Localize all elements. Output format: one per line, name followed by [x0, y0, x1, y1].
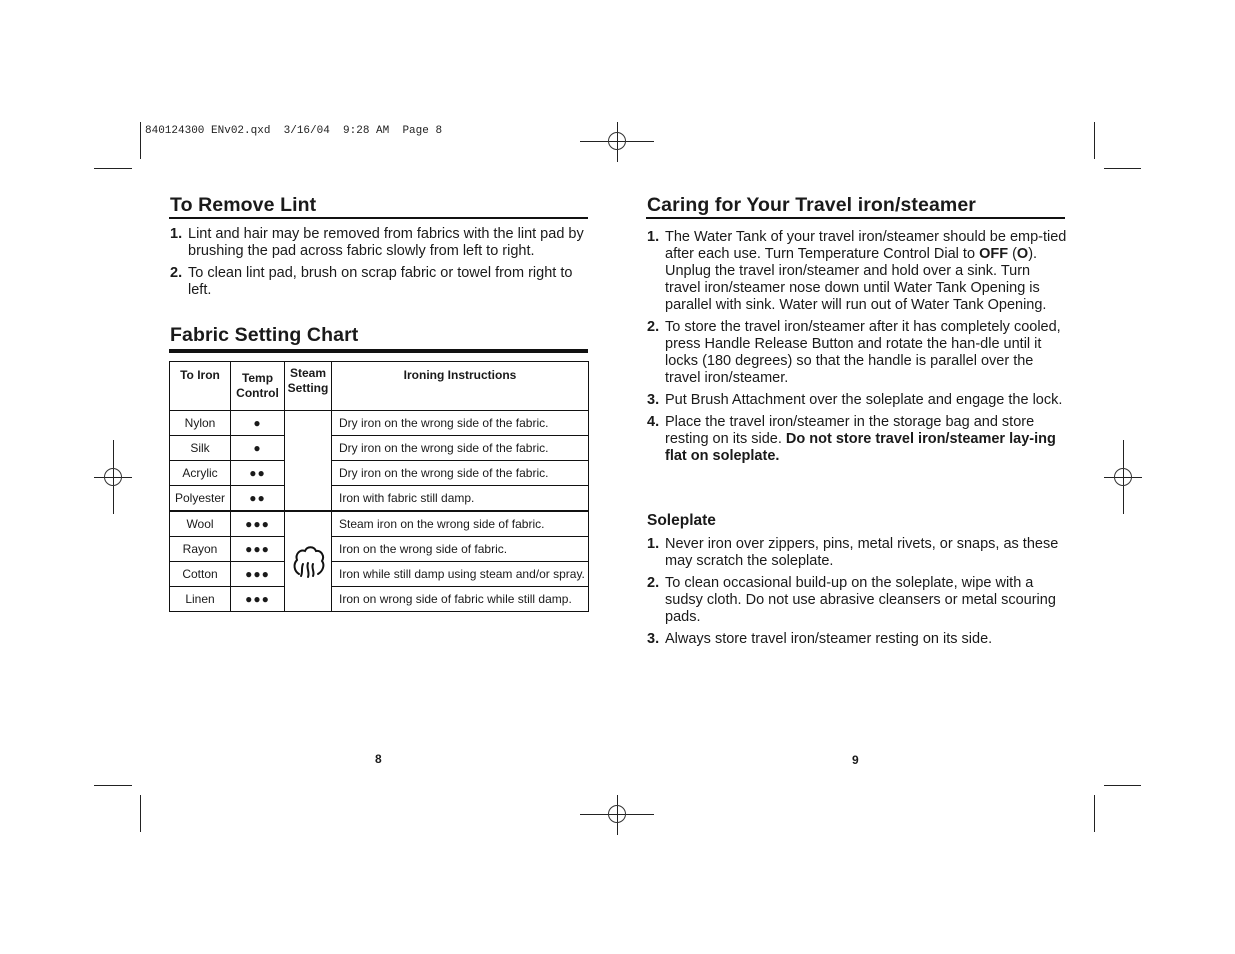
- list-item: 2. To clean occasional build-up on the soleplate, wipe with a sudsy cloth. Do not use abrasive cleansers or metal scouring pads.: [647, 575, 1056, 625]
- chart-heading-rule: [169, 349, 588, 353]
- list-item: 3. Always store travel iron/steamer resting on its side.: [647, 631, 993, 647]
- instruction-cell: Iron while still damp using steam and/or spray.: [332, 562, 589, 587]
- temp-dots: ●●●: [231, 587, 285, 612]
- registration-mark-bottom: [580, 795, 654, 835]
- page-number-right: 9: [852, 753, 859, 767]
- list-item: 1. The Water Tank of your travel iron/steamer should be emp-tied after each use. Turn Temperature Control Dial to OFF (O). Unplug the travel iron/steamer and hold over a sink. Turn travel iron/steamer nose down until Water Tank Opening is parallel with sink. Water will run out of Water Tank Opening.: [647, 229, 1067, 313]
- fabric-cell: Acrylic: [170, 461, 231, 486]
- col-header-temp: Temp Control: [231, 362, 285, 411]
- temp-dots: ●●: [231, 461, 285, 486]
- caring-steps: [647, 229, 1067, 470]
- crop-mark: [1094, 795, 1095, 832]
- table-row: [170, 436, 589, 461]
- list-item: 1. Never iron over zippers, pins, metal rivets, or snaps, as these may scratch the soleplate.: [647, 536, 1059, 569]
- col-header-iron: To Iron: [170, 362, 231, 411]
- registration-mark-left: [94, 440, 132, 514]
- instruction-cell: Steam iron on the wrong side of fabric.: [332, 511, 589, 537]
- soleplate-steps: [647, 536, 1067, 653]
- table-row: [170, 461, 589, 486]
- crop-mark: [94, 168, 132, 169]
- crop-mark: [94, 785, 132, 786]
- list-item: 4. Place the travel iron/steamer in the storage bag and store resting on its side. Do not store travel iron/steamer lay-ing flat on soleplate.: [647, 414, 1056, 464]
- instruction-cell: Iron on the wrong side of fabric.: [332, 537, 589, 562]
- table-row: [170, 411, 589, 436]
- instruction-cell: Iron on wrong side of fabric while still damp.: [332, 587, 589, 612]
- table-row: [170, 511, 589, 537]
- temp-dots: ●●: [231, 486, 285, 512]
- instruction-cell: Dry iron on the wrong side of the fabric.: [332, 436, 589, 461]
- page-number-left: 8: [375, 752, 382, 766]
- crop-mark: [1094, 122, 1095, 159]
- fabric-cell: Linen: [170, 587, 231, 612]
- crop-mark: [140, 122, 141, 159]
- table-row: [170, 587, 589, 612]
- list-item: 2. To store the travel iron/steamer after it has completely cooled, press Handle Release Button and rotate the han-dle until it locks (180 degrees) so that the handle is parallel over the travel iron/steamer.: [647, 319, 1061, 386]
- registration-mark-right: [1104, 440, 1142, 514]
- soleplate-heading: Soleplate: [647, 512, 716, 529]
- table-header-row: [170, 362, 589, 411]
- temp-dots: ●●●: [231, 562, 285, 587]
- list-item: 3. Put Brush Attachment over the soleplate and engage the lock.: [647, 392, 1063, 408]
- list-item: 2. To clean lint pad, brush on scrap fabric or towel from right to left.: [170, 265, 573, 298]
- temp-dots: ●: [231, 436, 285, 461]
- table-row: [170, 537, 589, 562]
- fabric-cell: Wool: [170, 511, 231, 537]
- crop-mark: [1104, 785, 1141, 786]
- steam-icon: [289, 540, 327, 580]
- fabric-cell: Cotton: [170, 562, 231, 587]
- lint-heading: To Remove Lint: [170, 194, 317, 216]
- table-row: [170, 486, 589, 512]
- instruction-cell: Dry iron on the wrong side of the fabric.: [332, 411, 589, 436]
- col-header-steam: Steam Setting: [285, 362, 332, 411]
- lint-steps: [170, 226, 590, 304]
- lint-heading-rule: [169, 217, 588, 219]
- fabric-cell: Silk: [170, 436, 231, 461]
- fabric-setting-table: [169, 361, 589, 612]
- crop-mark: [140, 795, 141, 832]
- fabric-cell: Nylon: [170, 411, 231, 436]
- instruction-cell: Iron with fabric still damp.: [332, 486, 589, 512]
- printer-slug: 840124300 ENv02.qxd 3/16/04 9:28 AM Page 8: [145, 125, 443, 137]
- caring-heading-rule: [646, 217, 1065, 219]
- steam-cell-steam: [285, 511, 332, 612]
- temp-dots: ●: [231, 411, 285, 436]
- chart-heading: Fabric Setting Chart: [170, 324, 359, 346]
- temp-dots: ●●●: [231, 511, 285, 537]
- col-header-instructions: Ironing Instructions: [332, 362, 589, 411]
- instruction-cell: Dry iron on the wrong side of the fabric.: [332, 461, 589, 486]
- registration-mark-top: [580, 122, 654, 162]
- caring-heading: Caring for Your Travel iron/steamer: [647, 194, 976, 216]
- crop-mark: [1104, 168, 1141, 169]
- steam-cell-dry: [285, 411, 332, 512]
- temp-dots: ●●●: [231, 537, 285, 562]
- fabric-cell: Polyester: [170, 486, 231, 512]
- fabric-cell: Rayon: [170, 537, 231, 562]
- list-item: 1. Lint and hair may be removed from fabrics with the lint pad by brushing the pad across fabric slowly from left to right.: [170, 226, 584, 259]
- table-row: [170, 562, 589, 587]
